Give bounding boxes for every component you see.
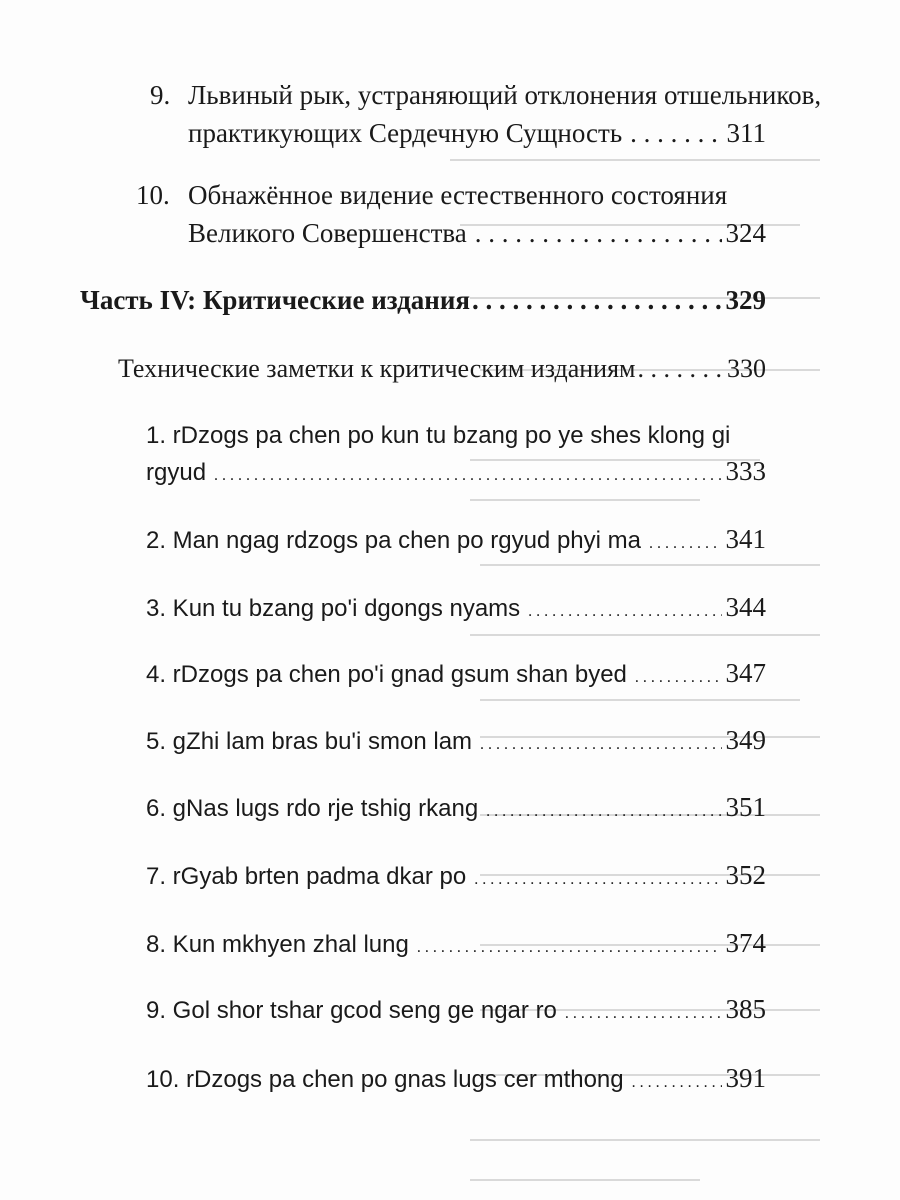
edition-9-entry[interactable] — [146, 994, 766, 1025]
edition-2-page: 341 — [725, 524, 766, 554]
edition-3-page: 344 — [725, 592, 766, 622]
edition-8-title: 8. Kun mkhyen zhal lung — [146, 931, 409, 958]
entry-9-number: 9. — [150, 80, 171, 110]
edition-6-entry[interactable] — [146, 792, 766, 823]
edition-10-entry[interactable] — [146, 1063, 766, 1094]
technical-notes-page: 330 — [727, 354, 766, 383]
edition-5-entry[interactable] — [146, 725, 766, 756]
leader-dots — [632, 1074, 722, 1092]
entry-10-page: 324 — [725, 218, 766, 248]
leader-dots — [528, 603, 721, 621]
leader-dots — [638, 354, 724, 384]
edition-6-title: 6. gNas lugs rdo rje tshig rkang — [146, 795, 479, 822]
edition-1-line2[interactable] — [146, 456, 766, 487]
edition-4-title: 4. rDzogs pa chen po'i gnad gsum shan byed — [146, 661, 627, 688]
edition-2-entry[interactable] — [146, 524, 766, 555]
edition-9-page: 385 — [725, 994, 766, 1024]
edition-7-title: 7. rGyab brten padma dkar po — [146, 863, 467, 890]
leader-dots — [214, 467, 721, 485]
edition-5-page: 349 — [725, 725, 766, 755]
part-4-page: 329 — [725, 285, 766, 315]
entry-9-title-line1: Львиный рык, устраняющий отклонения отшельников, — [188, 80, 822, 110]
leader-dots — [649, 535, 722, 553]
leader-dots — [486, 803, 721, 821]
entry-9-page: 311 — [726, 118, 766, 148]
entry-9-title-line2: практикующих Сердечную Сущность — [188, 118, 623, 148]
edition-4-entry[interactable] — [146, 658, 766, 689]
leader-dots — [480, 736, 721, 754]
edition-9-title: 9. Gol shor tshar gcod seng ge ngar ro — [146, 997, 557, 1024]
leader-dots — [635, 669, 722, 687]
leader-dots — [474, 871, 721, 889]
edition-7-entry[interactable] — [146, 860, 766, 891]
leader-dots — [472, 285, 722, 316]
edition-4-page: 347 — [725, 658, 766, 688]
entry-10-title-line1: Обнажённое видение естественного состояния — [188, 180, 728, 210]
entry-10-title-line2: Великого Совершенства — [188, 218, 467, 248]
edition-7-page: 352 — [725, 860, 766, 890]
technical-notes-entry[interactable] — [118, 354, 766, 384]
edition-2-title: 2. Man ngag rdzogs pa chen po rgyud phyi ma — [146, 527, 641, 554]
edition-5-title: 5. gZhi lam bras bu'i smon lam — [146, 728, 473, 755]
part-4-heading[interactable] — [80, 285, 766, 316]
edition-10-title: 10. rDzogs pa chen po gnas lugs cer mthong — [146, 1066, 624, 1093]
entry-9-line2[interactable] — [188, 118, 766, 149]
leader-dots — [417, 939, 722, 957]
entry-10-line2[interactable] — [188, 218, 766, 249]
edition-8-entry[interactable] — [146, 928, 766, 959]
edition-1-page: 333 — [725, 456, 766, 486]
entry-10-number: 10. — [136, 180, 170, 210]
edition-8-page: 374 — [725, 928, 766, 958]
edition-1-title-line1: 1. rDzogs pa chen po kun tu bzang po ye shes klong gi — [146, 422, 731, 449]
edition-3-title: 3. Kun tu bzang po'i dgongs nyams — [146, 595, 521, 622]
edition-3-entry[interactable] — [146, 592, 766, 623]
leader-dots — [630, 118, 722, 149]
leader-dots — [565, 1005, 722, 1023]
edition-6-page: 351 — [725, 792, 766, 822]
leader-dots — [475, 218, 722, 249]
technical-notes-title: Технические заметки к критическим изданиям — [118, 354, 636, 383]
edition-10-page: 391 — [725, 1063, 766, 1093]
part-4-title: Часть IV: Критические издания — [80, 285, 470, 315]
edition-1-title-line2: rgyud — [146, 459, 207, 486]
